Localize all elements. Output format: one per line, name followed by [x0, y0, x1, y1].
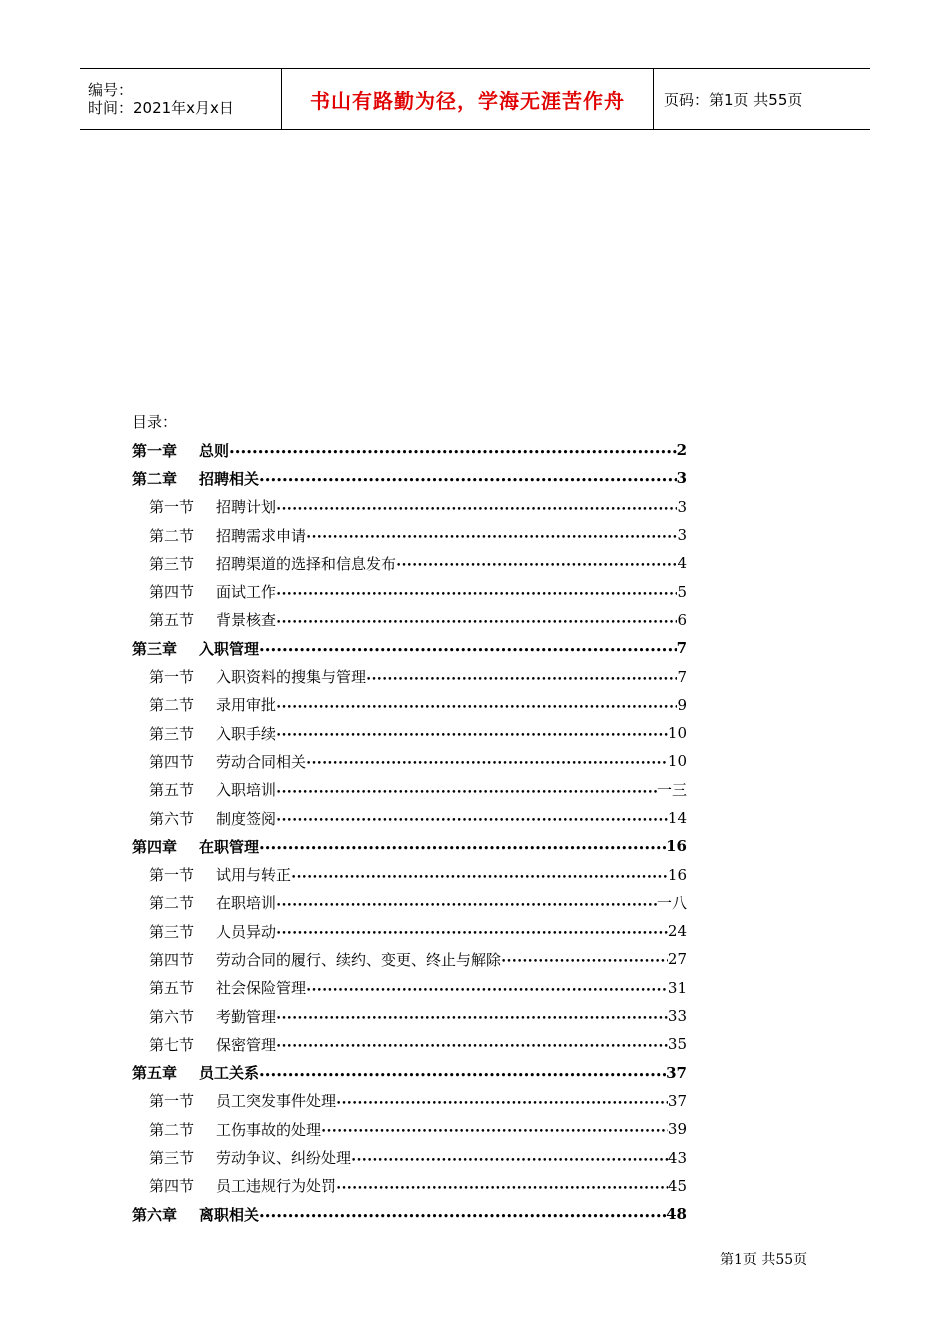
toc-dot-leader: [229, 441, 677, 459]
toc-section-entry[interactable]: [132, 1172, 687, 1200]
toc-section-entry[interactable]: [132, 747, 687, 775]
toc-dot-leader: [276, 724, 668, 742]
toc-entry-page: 一八: [656, 894, 687, 913]
toc-chapter-entry[interactable]: [132, 832, 687, 860]
toc-entry-title: 招聘渠道的选择和信息发布: [216, 554, 397, 573]
toc-entry-number: 第四节: [149, 950, 195, 969]
toc-entry-page: 10: [667, 752, 687, 771]
toc-entry-title: 录用审批: [216, 696, 277, 715]
toc-entry-number: 第四节: [149, 752, 195, 771]
toc-section-entry[interactable]: [132, 719, 687, 747]
toc-entry-page: 3: [677, 526, 687, 545]
header-serial-label: 编号：: [88, 81, 134, 99]
toc-entry-title: 入职管理: [199, 639, 260, 658]
toc-section-entry[interactable]: [132, 577, 687, 605]
toc-dot-leader: [259, 639, 677, 657]
toc-chapter-entry[interactable]: [132, 634, 687, 662]
toc-dot-leader: [259, 1205, 666, 1223]
toc-dot-leader: [259, 1064, 666, 1082]
toc-entry-page: 6: [677, 610, 687, 629]
toc-entry-title: 考勤管理: [216, 1007, 277, 1026]
toc-entry-page: 7: [677, 667, 687, 686]
toc-dot-leader: [259, 837, 666, 855]
toc-section-entry[interactable]: [132, 804, 687, 832]
toc-entry-number: 第一节: [149, 866, 195, 885]
toc-entry-title: 离职相关: [199, 1205, 260, 1224]
toc-entry-page: 9: [677, 695, 687, 714]
toc-chapter-entry[interactable]: [132, 436, 687, 464]
header-date: 时间：2021年x月x日: [88, 99, 234, 117]
toc-entry-page: 24: [667, 922, 687, 941]
toc-section-entry[interactable]: [132, 1002, 687, 1030]
toc-dot-leader: [336, 1177, 668, 1195]
toc-entry-number: 第五节: [149, 979, 195, 998]
toc-entry-number: 第七节: [149, 1035, 195, 1054]
toc-dot-leader: [276, 809, 668, 827]
page-footer: 第1页 共55页: [720, 1252, 808, 1268]
toc-entry-title: 试用与转正: [216, 866, 292, 885]
toc-entry-number: 第六章: [132, 1205, 178, 1224]
toc-entry-page: 33: [667, 1007, 687, 1026]
toc-dot-leader: [366, 668, 677, 686]
toc-entry-title: 背景核查: [216, 611, 277, 630]
toc-dot-leader: [501, 950, 668, 968]
toc-entry-title: 员工关系: [199, 1064, 260, 1083]
toc-chapter-entry[interactable]: [132, 1059, 687, 1087]
toc-entry-number: 第一节: [149, 668, 195, 687]
toc-dot-leader: [276, 696, 677, 714]
toc-section-entry[interactable]: [132, 1087, 687, 1115]
toc-entry-title: 制度签阅: [216, 809, 277, 828]
toc-entry-title: 员工突发事件处理: [216, 1092, 337, 1111]
toc-dot-leader: [259, 469, 677, 487]
table-of-contents: [132, 436, 687, 1228]
toc-entry-page: 2: [676, 441, 687, 460]
toc-entry-title: 劳动合同的履行、续约、变更、终止与解除: [216, 950, 502, 969]
header-meta: [80, 69, 282, 129]
toc-entry-title: 总则: [199, 441, 230, 460]
toc-section-entry[interactable]: [132, 917, 687, 945]
toc-entry-number: 第四章: [132, 837, 178, 856]
toc-section-entry[interactable]: [132, 662, 687, 690]
page-header: [80, 68, 870, 130]
toc-entry-number: 第二章: [132, 469, 178, 488]
toc-entry-number: 第四节: [149, 1177, 195, 1196]
toc-section-entry[interactable]: [132, 974, 687, 1002]
toc-entry-number: 第六节: [149, 1007, 195, 1026]
toc-section-entry[interactable]: [132, 889, 687, 917]
toc-entry-page: 3: [676, 469, 687, 488]
toc-dot-leader: [351, 1149, 668, 1167]
toc-section-entry[interactable]: [132, 691, 687, 719]
toc-entry-title: 在职管理: [199, 837, 260, 856]
toc-section-entry[interactable]: [132, 1030, 687, 1058]
toc-entry-page: 45: [667, 1176, 687, 1195]
toc-entry-page: 4: [677, 554, 687, 573]
toc-section-entry[interactable]: [132, 776, 687, 804]
toc-entry-number: 第二节: [149, 1120, 195, 1139]
toc-dot-leader: [276, 611, 677, 629]
toc-entry-page: 48: [666, 1205, 687, 1224]
toc-entry-title: 社会保险管理: [216, 979, 307, 998]
toc-dot-leader: [306, 752, 668, 770]
header-motto: 书山有路勤为径，学海无涯苦作舟: [282, 69, 654, 129]
toc-entry-page: 3: [677, 497, 687, 516]
toc-entry-number: 第五节: [149, 781, 195, 800]
toc-dot-leader: [276, 781, 657, 799]
toc-entry-title: 招聘计划: [216, 498, 277, 517]
toc-entry-page: 10: [667, 724, 687, 743]
toc-entry-number: 第二节: [149, 696, 195, 715]
toc-dot-leader: [396, 554, 677, 572]
toc-entry-title: 招聘需求申请: [216, 526, 307, 545]
toc-dot-leader: [321, 1120, 668, 1138]
toc-section-entry[interactable]: [132, 860, 687, 888]
toc-dot-leader: [276, 583, 677, 601]
toc-dot-leader: [291, 866, 668, 884]
toc-entry-page: 14: [667, 809, 687, 827]
toc-entry-page: 16: [666, 837, 687, 856]
toc-entry-number: 第三节: [149, 724, 195, 743]
toc-entry-number: 第三节: [149, 1149, 195, 1168]
toc-entry-number: 第三章: [132, 639, 178, 658]
toc-entry-title: 入职培训: [216, 781, 277, 800]
toc-label: 目录：: [132, 413, 178, 431]
toc-entry-page: 31: [667, 978, 687, 997]
toc-entry-number: 第六节: [149, 809, 195, 828]
toc-entry-number: 第二节: [149, 894, 195, 913]
toc-dot-leader: [276, 1035, 668, 1053]
toc-entry-number: 第一章: [132, 441, 178, 460]
header-page-info: 页码：第1页 共55页: [664, 90, 803, 109]
toc-entry-page: 7: [676, 639, 687, 658]
toc-entry-title: 面试工作: [216, 583, 277, 602]
toc-dot-leader: [276, 894, 657, 912]
toc-entry-page: 16: [667, 865, 687, 884]
toc-chapter-entry[interactable]: [132, 464, 687, 492]
toc-entry-title: 入职手续: [216, 724, 277, 743]
toc-entry-title: 员工违规行为处罚: [216, 1177, 337, 1196]
toc-entry-number: 第四节: [149, 583, 195, 602]
toc-section-entry[interactable]: [132, 1143, 687, 1171]
toc-dot-leader: [276, 1007, 668, 1025]
toc-entry-title: 入职资料的搜集与管理: [216, 668, 367, 687]
toc-entry-number: 第二节: [149, 526, 195, 545]
toc-dot-leader: [306, 526, 677, 544]
toc-entry-number: 第三节: [149, 554, 195, 573]
toc-section-entry[interactable]: [132, 549, 687, 577]
toc-entry-number: 第一节: [149, 1092, 195, 1111]
toc-entry-page: 37: [666, 1063, 687, 1082]
toc-entry-title: 人员异动: [216, 922, 277, 941]
toc-entry-page: 39: [667, 1120, 687, 1139]
toc-section-entry[interactable]: [132, 493, 687, 521]
toc-section-entry[interactable]: [132, 521, 687, 549]
toc-entry-page: 一三: [656, 781, 687, 800]
toc-entry-page: 35: [667, 1035, 687, 1054]
toc-entry-page: 5: [677, 582, 687, 601]
toc-entry-title: 劳动合同相关: [216, 752, 307, 771]
toc-entry-number: 第五节: [149, 611, 195, 630]
toc-dot-leader: [276, 922, 668, 940]
toc-entry-title: 劳动争议、纠纷处理: [216, 1149, 352, 1168]
toc-dot-leader: [336, 1092, 668, 1110]
toc-entry-number: 第三节: [149, 922, 195, 941]
toc-section-entry[interactable]: [132, 606, 687, 634]
toc-section-entry[interactable]: [132, 1115, 687, 1143]
toc-dot-leader: [306, 979, 668, 997]
toc-entry-page: 27: [667, 950, 687, 969]
toc-entry-page: 37: [667, 1091, 687, 1110]
toc-entry-title: 招聘相关: [199, 469, 260, 488]
toc-entry-number: 第五章: [132, 1064, 178, 1083]
toc-entry-title: 保密管理: [216, 1035, 277, 1054]
toc-entry-title: 工伤事故的处理: [216, 1120, 322, 1139]
toc-entry-page: 43: [667, 1148, 687, 1167]
toc-entry-title: 在职培训: [216, 894, 277, 913]
toc-dot-leader: [276, 498, 677, 516]
toc-section-entry[interactable]: [132, 945, 687, 973]
toc-chapter-entry[interactable]: [132, 1200, 687, 1228]
toc-entry-number: 第一节: [149, 498, 195, 517]
